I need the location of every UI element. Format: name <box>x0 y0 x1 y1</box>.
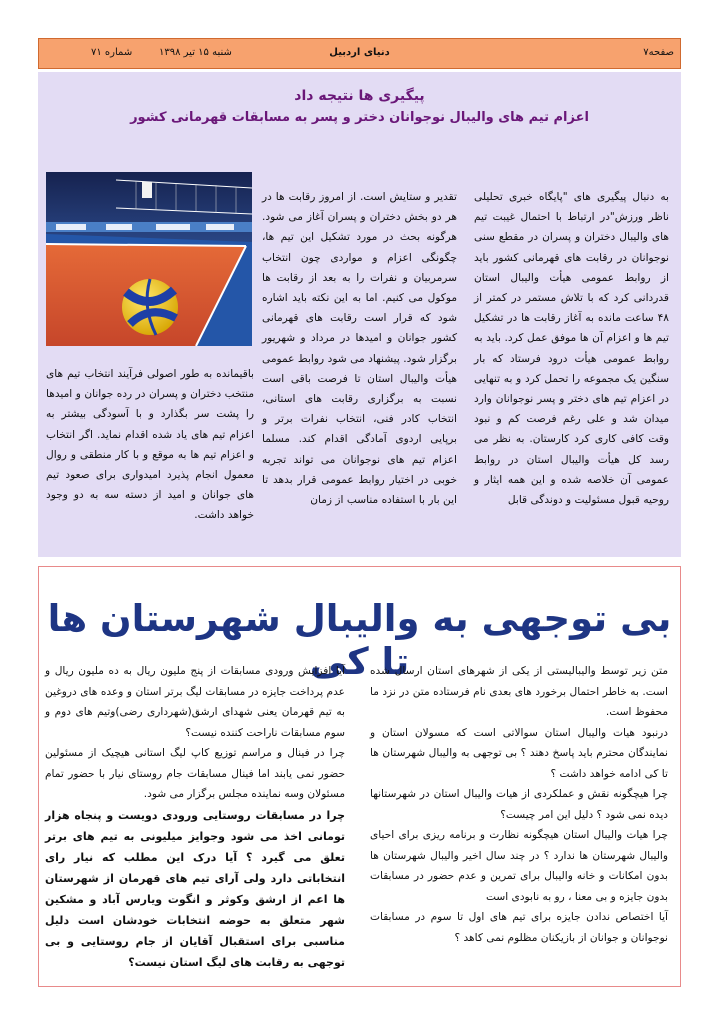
bold-paragraph: چرا در مسابقات روستایی ورودی دویست و پنجاه هزار تومانی اخذ می شود وجوایز میلیونی به تیم های برتر تعلق می گیرد ؟ آیا درک این مطلب که نیار رای انتخاباتی دارد ولی آرای تیم های قهرمان از شهرستان ها اعم از ارشق وکوثر و انگوت ویارس آباد و مشکین شهر متعلق به حوضه انتخابات خودشان است دلیل مناسبی برای استقبال آقایان از جام روستایی و بی توجهی به رقابت های لیگ استان نیست؟ <box>45 808 345 969</box>
volleyball-photo <box>46 172 252 346</box>
paragraph: متن زیر توسط والیبالیستی از یکی از شهرهای استان ارسال شده است. به خاطر احتمال برخورد های بعدی نام فرستاده متن در نزد ما محفوظ است. <box>370 665 668 718</box>
paragraph: آیا اختصاص ندادن جایزه برای تیم های اول تا سوم در مسابقات نوجوانان و جوانان از بازیکنان مظلوم نمی کاهد ؟ <box>370 911 668 944</box>
paragraph: آیا افزایش ورودی مسابقات از پنج ملیون ریال به ده ملیون ریال و عدم پرداخت جایزه در مسابقات لیگ برتر استان و وعده های دروغین به تیم قهرمان یعنی شهدای ارشق(شهرداری رضی)وتیم های دوم و سوم مسابقات ناراحت کننده نیست؟ <box>45 665 345 739</box>
article-subtitle: اعزام تیم های والیبال نوجوانان دختر و پسر به مسابقات قهرمانی کشور <box>130 110 589 125</box>
page-header <box>38 38 681 69</box>
article-volleyball-dispatch <box>38 72 681 557</box>
paragraph: چرا هیچگونه نقش و عملکردی از هیات والیبال استان در شهرستانها دیده نمی شود ؟ دلیل این امر چیست؟ <box>370 788 668 821</box>
paragraph: چرا هیات والیبال استان هیچگونه نظارت و برنامه ریزی برای احیای والیبال شهرستان ها ندارد ؟ در چند سال اخیر والیبال شهرستان ها بدون امکانات و خانه والیبال برای تمرین و عدم حضور در مسابقات بدون جایزه و بی معنا ، رو به نابودی است <box>370 829 668 903</box>
headline: بی توجهی به والیبال شهرستان ها تا کی <box>47 597 672 683</box>
volleyball-court-illustration <box>46 172 252 346</box>
article-neglect-volleyball <box>38 566 681 987</box>
issue-date: شنبه ۱۵ تیر ۱۳۹۸ <box>159 47 232 58</box>
article-column-2: تقدیر و ستایش است. از امروز رقابت ها در هر دو بخش دختران و پسران آغاز می شود. هرگونه بحث در مورد تشکیل این تیم ها، چگونگی اعزام و مواردی چون انتخاب سرمربیان و نفرات را به بعد از رقابت ها موکول می کنیم. اما به این نکته باید اشاره شود که قرار است رقابت های قهرمانی کشور جوانان و امیدها در مرداد و شهریور برگزار شود. پیشنهاد می شود روابط عمومی هیأت والیبال استان تا فرصت باقی است نسبت به برگزاری رقابت های استانی، انتخاب کادر فنی، انتخاب نفرات برتر و برپایی اردوی آمادگی اقدام کند. مسلما اعزام تیم های نوجوانان می تواند تجربه خوبی در اختیار روابط عمومی قرار بدهد تا این بار با استفاده مناسب از زمان <box>262 191 457 507</box>
article-column-1: به دنبال پیگیری های "پایگاه خبری تحلیلی ناظر ورزش"در ارتباط با احتمال غیبت تیم های والیبال دختران و پسران در مقطع سنی نوجوانان در رقابت های قهرمانی کشور باید از روابط عمومی هیأت والیبال استان قدردانی کرد که با تلاش مستمر در کمتر از ۴۸ ساعت مانده به آغاز رقابت ها در تشکیل تیم ها و اعزام آن ها موفق عمل کرد. باید به روابط عمومی هیأت درود فرستاد که بار سنگین یک مجموعه را تحمل کرد و به تنهایی در اعزام تیم های دختر و پسر نوجوانان وارد میدان شد و علی رغم فرصت کم و نبود وقت کافی کاری کرد کارستان. به نظر می رسد کل هیأت والیبال استان در روابط عمومی آن خلاصه شده و این همه ایثار و روحیه قبول مسئولیت و دوندگی قابل <box>474 191 669 507</box>
paragraph: چرا در فینال و مراسم توزیع کاپ لیگ استانی هیچیک از مسئولین حضور نمی یابند اما فینال مسابقات جام روستای نیار با حضور تمام مسئولان وسه نماینده مجلس برگزار می شود. <box>45 747 345 800</box>
article-left-column <box>45 661 345 973</box>
page-number: صفحه۷ <box>643 47 674 58</box>
paragraph: درنبود هیات والیبال استان سوالاتی است که مسولان استان و نمایندگان محترم باید پاسخ دهند ؟ بی توجهی به والیبال شهرستان ها تا کی ادامه خواهد داشت ؟ <box>370 726 668 780</box>
issue-number: شماره ۷۱ <box>91 47 133 58</box>
newspaper-name: دنیای اردبیل <box>329 47 390 58</box>
article-title: پیگیری ها نتیجه داد <box>294 88 425 104</box>
article-right-column <box>370 661 668 948</box>
article-column-3: باقیمانده به طور اصولی فرآیند انتخاب تیم های منتخب دختران و پسران در رده جوانان و امیدها را پشت سر بگذارد و با آسودگی بیشتر به اعزام تیم های یاد شده اقدام نماید. اگر انتخاب و اعزام تیم ها به موقع و با کار منطقی و روال معمول انجام پذیرد امیدواری برای صعود تیم های جوانان و امید از دسته سه به دو وجود خواهد داشت. <box>46 368 254 522</box>
